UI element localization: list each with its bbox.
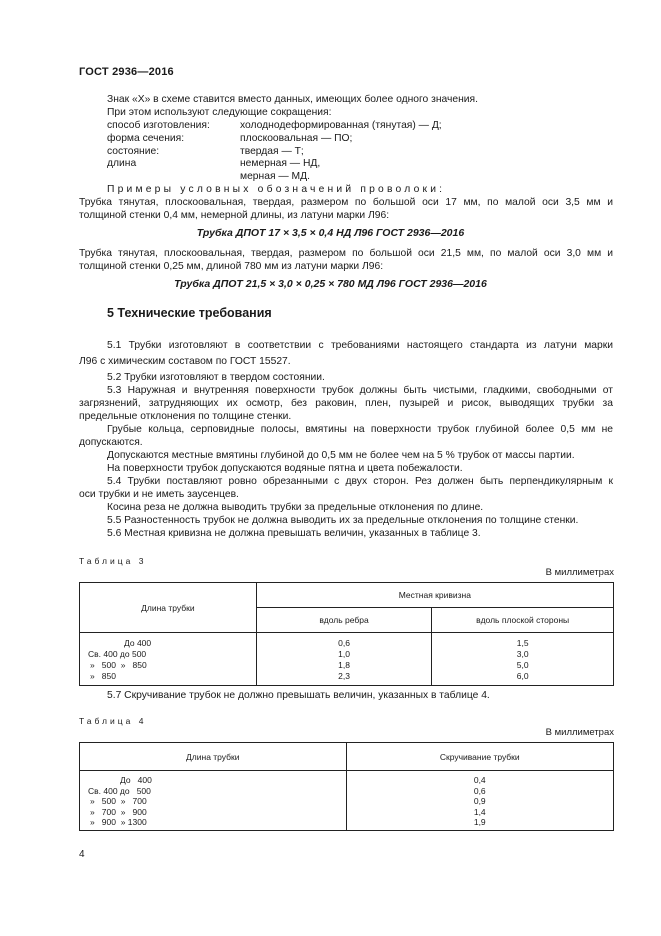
- table3-edge-cell: [256, 633, 432, 686]
- clause-57: 5.7 Скручивание трубок не должно превышать величин, указанных в таблице 4.: [107, 690, 490, 701]
- table4-unit: В миллиметрах: [545, 727, 614, 738]
- clause-line: предельные отклонения по толщине стенки.: [79, 411, 292, 422]
- table4-length: » 900 » 1300: [90, 817, 147, 827]
- table3-flat-value: 5,0: [516, 660, 529, 670]
- standard-header: ГОСТ 2936—2016: [79, 66, 174, 78]
- table3-unit: В миллиметрах: [545, 567, 614, 578]
- table4-twist-value: 0,6: [473, 785, 486, 796]
- abbrev-value: плоскоовальная — ПО;: [240, 133, 353, 144]
- clause-line: На поверхности трубок допускаются водяные пятна и цвета побежалости.: [107, 463, 463, 474]
- abbrev-value: твердая — Т;: [240, 146, 304, 157]
- abbrev-title: При этом используют следующие сокращения:: [107, 107, 332, 118]
- note-text: Знак «X» в схеме ставится вместо данных, имеющих более одного значения.: [107, 94, 478, 105]
- table3-flat-cell: [432, 633, 614, 686]
- table3-lengths-cell: [80, 633, 257, 686]
- table4-twist-value: 0,4: [473, 775, 486, 785]
- table4-twist-value: 0,9: [473, 796, 486, 806]
- example2-line: Трубка тянутая, плоскоовальная, твердая, размером по большой оси 21,5 мм, по малой оси 3,0 мм и: [79, 248, 613, 259]
- table3-flat-value: 6,0: [516, 671, 529, 681]
- examples-title: Примеры условных обозначений проволоки:: [107, 184, 446, 195]
- clause-line: Косина реза не должна выводить трубки за предельные отклонения по длине.: [107, 502, 484, 513]
- clause-line: загрязнений, затрудняющих их осмотр, без раковин, плен, пузырей и рисок, выводящих трубки за: [79, 398, 613, 409]
- table4-header-length: Длина трубки: [80, 743, 347, 771]
- clause-line: 5.3 Наружная и внутренняя поверхности трубок должны быть чистыми, гладкими, свободными от: [107, 385, 613, 396]
- clause-line: Допускаются местные вмятины глубиной до 0,5 мм не более чем на 5 % трубок от массы партии.: [107, 450, 575, 461]
- abbrev-term: способ изготовления:: [107, 120, 210, 131]
- table3-edge-value: 0,6: [338, 638, 350, 648]
- table3-header-length: Длина трубки: [80, 583, 257, 633]
- table3-length: » 500 » 850: [90, 660, 147, 670]
- table4-twist-value: 1,4: [473, 806, 486, 817]
- clause-line: 5.6 Местная кривизна не должна превышать величин, указанных в таблице 3.: [107, 528, 481, 539]
- clause-line: 5.4 Трубки поставляют ровно обрезанными с двух сторон. Рез должен быть перпендикулярным к: [107, 476, 613, 487]
- clause-line: 5.2 Трубки изготовляют в твердом состоянии.: [107, 372, 325, 383]
- abbrev-term: длина: [107, 158, 137, 169]
- clause-line: 5.5 Разностенность трубок не должна выводить их за предельные отклонения по толщине стенки.: [107, 515, 579, 526]
- table4-length: » 500 » 700: [90, 796, 147, 806]
- table4-twist-value: 1,9: [473, 817, 486, 827]
- table3-length: До 400: [124, 638, 152, 648]
- table4-length: До 400: [120, 775, 152, 785]
- section-title: 5 Технические требования: [107, 306, 272, 320]
- table4: [79, 742, 614, 831]
- table4-length: » 700 » 900: [90, 806, 147, 817]
- clause-line: Л96 с химическим составом по ГОСТ 15527.: [79, 356, 291, 367]
- table3-flat-value: 3,0: [516, 649, 529, 659]
- example1-line: Трубка тянутая, плоскоовальная, твердая, размером по большой оси 17 мм, по малой оси 3,5 мм и: [79, 197, 613, 208]
- page-number: 4: [79, 849, 85, 860]
- table4-header-twist: Скручивание трубки: [346, 743, 613, 771]
- table3-edge-value: 1,8: [338, 660, 350, 670]
- example1-line: толщиной стенки 0,4 мм, немерной длины, из латуни марки Л96:: [79, 210, 390, 221]
- clause-line: Грубые кольца, серповидные полосы, вмятины на поверхности трубок глубиной более 0,5 мм не: [107, 424, 613, 435]
- table3-flat-value: 1,5: [516, 638, 529, 648]
- table3-header-group: Местная кривизна: [256, 583, 613, 608]
- abbrev-value: холоднодеформированная (тянутая) — Д;: [240, 120, 442, 131]
- table4-length: Св. 400 до 500: [88, 785, 151, 796]
- example1-designation: Трубка ДПОТ 17 × 3,5 × 0,4 НД Л96 ГОСТ 2936—2016: [196, 227, 465, 239]
- table4-caption: Таблица 4: [79, 716, 147, 726]
- table4-twist-cell: [346, 771, 613, 831]
- abbrev-value: мерная — МД.: [240, 171, 310, 182]
- example2-designation: Трубка ДПОТ 21,5 × 3,0 × 0,25 × 780 МД Л96 ГОСТ 2936—2016: [174, 278, 487, 290]
- table3-header-flat: вдоль плоской стороны: [432, 608, 614, 633]
- clause-line: 5.1 Трубки изготовляют в соответствии с требованиями настоящего стандарта из латуни марки: [107, 340, 613, 351]
- abbrev-term: состояние:: [107, 146, 160, 157]
- table4-lengths-cell: [80, 771, 347, 831]
- table3: [79, 582, 614, 686]
- table3-header-edge: вдоль ребра: [256, 608, 432, 633]
- abbrev-term: форма сечения:: [107, 133, 185, 144]
- abbrev-value: немерная — НД,: [240, 158, 321, 169]
- example2-line: толщиной стенки 0,25 мм, длиной 780 мм из латуни марки Л96:: [79, 261, 384, 272]
- clause-line: оси трубки и не иметь заусенцев.: [79, 489, 239, 500]
- table3-edge-value: 2,3: [338, 671, 350, 681]
- table3-length: Св. 400 до 500: [88, 649, 147, 659]
- clause-line: допускаются.: [79, 437, 143, 448]
- table3-caption: Таблица 3: [79, 556, 147, 566]
- table3-edge-value: 1,0: [338, 649, 350, 659]
- table3-length: » 850: [90, 671, 116, 681]
